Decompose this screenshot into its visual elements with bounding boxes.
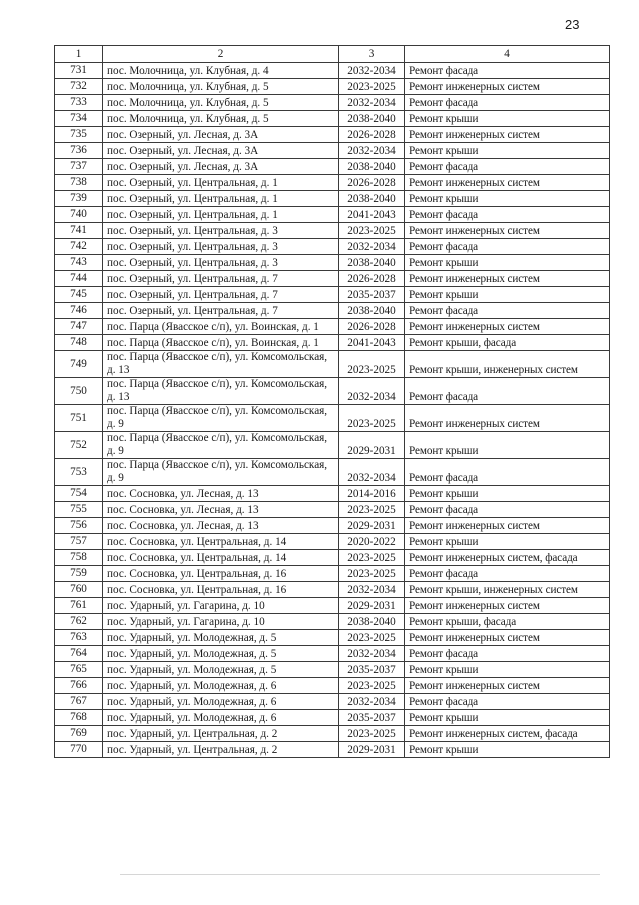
work-type-cell: Ремонт инженерных систем — [405, 271, 610, 287]
table-row — [55, 127, 610, 143]
address-cell: пос. Озерный, ул. Центральная, д. 7 — [103, 303, 339, 319]
address-cell: пос. Сосновка, ул. Лесная, д. 13 — [103, 502, 339, 518]
address-cell: пос. Озерный, ул. Центральная, д. 1 — [103, 191, 339, 207]
row-number-cell: 744 — [55, 271, 103, 287]
row-number-cell: 734 — [55, 111, 103, 127]
period-cell: 2038-2040 — [339, 614, 405, 630]
work-type-cell: Ремонт инженерных систем — [405, 319, 610, 335]
row-number-cell: 743 — [55, 255, 103, 271]
address-cell: пос. Сосновка, ул. Центральная, д. 16 — [103, 566, 339, 582]
work-type-cell: Ремонт крыши — [405, 662, 610, 678]
table-header — [55, 46, 610, 63]
table-row — [55, 582, 610, 598]
row-number-cell: 736 — [55, 143, 103, 159]
work-type-cell: Ремонт инженерных систем — [405, 678, 610, 694]
period-cell: 2032-2034 — [339, 582, 405, 598]
work-type-cell: Ремонт фасада — [405, 566, 610, 582]
table-row — [55, 694, 610, 710]
work-type-cell: Ремонт фасада — [405, 502, 610, 518]
row-number-cell: 750 — [55, 378, 103, 405]
page-number: 23 — [565, 17, 580, 32]
table-row — [55, 630, 610, 646]
work-type-cell: Ремонт инженерных систем — [405, 630, 610, 646]
table-row — [55, 678, 610, 694]
table-row — [55, 255, 610, 271]
period-cell: 2032-2034 — [339, 378, 405, 405]
period-cell: 2035-2037 — [339, 287, 405, 303]
period-cell: 2041-2043 — [339, 335, 405, 351]
address-cell: пос. Ударный, ул. Центральная, д. 2 — [103, 742, 339, 758]
row-number-cell: 733 — [55, 95, 103, 111]
row-number-cell: 760 — [55, 582, 103, 598]
period-cell: 2038-2040 — [339, 159, 405, 175]
period-cell: 2029-2031 — [339, 598, 405, 614]
table-row — [55, 111, 610, 127]
period-cell: 2023-2025 — [339, 566, 405, 582]
table-row — [55, 303, 610, 319]
period-cell: 2026-2028 — [339, 127, 405, 143]
period-cell: 2032-2034 — [339, 63, 405, 79]
row-number-cell: 762 — [55, 614, 103, 630]
period-cell: 2026-2028 — [339, 271, 405, 287]
header-col-4: 4 — [405, 46, 610, 63]
period-cell: 2032-2034 — [339, 143, 405, 159]
table-row — [55, 79, 610, 95]
work-type-cell: Ремонт инженерных систем — [405, 127, 610, 143]
work-type-cell: Ремонт крыши — [405, 287, 610, 303]
address-cell: пос. Ударный, ул. Центральная, д. 2 — [103, 726, 339, 742]
table-row — [55, 239, 610, 255]
table-row — [55, 335, 610, 351]
period-cell: 2023-2025 — [339, 726, 405, 742]
table-row — [55, 271, 610, 287]
period-cell: 2023-2025 — [339, 351, 405, 378]
table-row — [55, 550, 610, 566]
work-type-cell: Ремонт фасада — [405, 303, 610, 319]
period-cell: 2032-2034 — [339, 95, 405, 111]
address-cell: пос. Молочница, ул. Клубная, д. 4 — [103, 63, 339, 79]
row-number-cell: 732 — [55, 79, 103, 95]
table-row — [55, 287, 610, 303]
work-type-cell: Ремонт крыши — [405, 486, 610, 502]
row-number-cell: 740 — [55, 207, 103, 223]
table-row — [55, 726, 610, 742]
address-cell: пос. Парца (Явасское с/п), ул. Комсомольская, д. 9 — [103, 432, 339, 459]
row-number-cell: 755 — [55, 502, 103, 518]
work-type-cell: Ремонт инженерных систем — [405, 223, 610, 239]
work-type-cell: Ремонт фасада — [405, 207, 610, 223]
row-number-cell: 746 — [55, 303, 103, 319]
row-number-cell: 749 — [55, 351, 103, 378]
address-cell: пос. Парца (Явасское с/п), ул. Комсомольская, д. 13 — [103, 378, 339, 405]
row-number-cell: 759 — [55, 566, 103, 582]
row-number-cell: 738 — [55, 175, 103, 191]
row-number-cell: 747 — [55, 319, 103, 335]
table-row — [55, 159, 610, 175]
table-row — [55, 207, 610, 223]
table-row — [55, 432, 610, 459]
work-type-cell: Ремонт крыши — [405, 432, 610, 459]
address-cell: пос. Озерный, ул. Центральная, д. 3 — [103, 223, 339, 239]
row-number-cell: 763 — [55, 630, 103, 646]
work-type-cell: Ремонт фасада — [405, 63, 610, 79]
period-cell: 2038-2040 — [339, 255, 405, 271]
table-row — [55, 534, 610, 550]
row-number-cell: 731 — [55, 63, 103, 79]
work-type-cell: Ремонт инженерных систем — [405, 518, 610, 534]
row-number-cell: 766 — [55, 678, 103, 694]
table-row — [55, 518, 610, 534]
table-row — [55, 742, 610, 758]
row-number-cell: 752 — [55, 432, 103, 459]
table-row — [55, 459, 610, 486]
work-type-cell: Ремонт инженерных систем — [405, 79, 610, 95]
table-row — [55, 319, 610, 335]
address-cell: пос. Сосновка, ул. Центральная, д. 16 — [103, 582, 339, 598]
table-row — [55, 662, 610, 678]
address-cell: пос. Озерный, ул. Лесная, д. 3А — [103, 127, 339, 143]
address-cell: пос. Озерный, ул. Лесная, д. 3А — [103, 143, 339, 159]
row-number-cell: 757 — [55, 534, 103, 550]
table-row — [55, 191, 610, 207]
table-row — [55, 351, 610, 378]
address-cell: пос. Озерный, ул. Центральная, д. 1 — [103, 207, 339, 223]
work-type-cell: Ремонт фасада — [405, 159, 610, 175]
period-cell: 2023-2025 — [339, 630, 405, 646]
row-number-cell: 739 — [55, 191, 103, 207]
address-cell: пос. Ударный, ул. Молодежная, д. 5 — [103, 630, 339, 646]
address-cell: пос. Ударный, ул. Гагарина, д. 10 — [103, 598, 339, 614]
address-cell: пос. Озерный, ул. Центральная, д. 1 — [103, 175, 339, 191]
period-cell: 2023-2025 — [339, 678, 405, 694]
work-type-cell: Ремонт фасада — [405, 95, 610, 111]
address-cell: пос. Озерный, ул. Центральная, д. 7 — [103, 287, 339, 303]
address-cell: пос. Молочница, ул. Клубная, д. 5 — [103, 79, 339, 95]
address-cell: пос. Ударный, ул. Молодежная, д. 6 — [103, 694, 339, 710]
address-cell: пос. Парца (Явасское с/п), ул. Комсомольская, д. 9 — [103, 459, 339, 486]
period-cell: 2038-2040 — [339, 303, 405, 319]
work-type-cell: Ремонт фасада — [405, 646, 610, 662]
row-number-cell: 737 — [55, 159, 103, 175]
header-col-1: 1 — [55, 46, 103, 63]
period-cell: 2032-2034 — [339, 694, 405, 710]
period-cell: 2029-2031 — [339, 518, 405, 534]
address-cell: пос. Озерный, ул. Лесная, д. 3А — [103, 159, 339, 175]
work-type-cell: Ремонт крыши — [405, 742, 610, 758]
scan-bottom-rule — [120, 874, 600, 875]
period-cell: 2014-2016 — [339, 486, 405, 502]
address-cell: пос. Озерный, ул. Центральная, д. 7 — [103, 271, 339, 287]
table-body — [55, 63, 610, 758]
address-cell: пос. Молочница, ул. Клубная, д. 5 — [103, 95, 339, 111]
work-type-cell: Ремонт фасада — [405, 378, 610, 405]
address-cell: пос. Сосновка, ул. Лесная, д. 13 — [103, 518, 339, 534]
work-type-cell: Ремонт крыши — [405, 111, 610, 127]
row-number-cell: 742 — [55, 239, 103, 255]
work-type-cell: Ремонт инженерных систем, фасада — [405, 726, 610, 742]
work-type-cell: Ремонт инженерных систем, фасада — [405, 550, 610, 566]
period-cell: 2020-2022 — [339, 534, 405, 550]
row-number-cell: 735 — [55, 127, 103, 143]
address-cell: пос. Ударный, ул. Молодежная, д. 5 — [103, 646, 339, 662]
address-cell: пос. Ударный, ул. Молодежная, д. 5 — [103, 662, 339, 678]
address-cell: пос. Парца (Явасское с/п), ул. Комсомольская, д. 13 — [103, 351, 339, 378]
period-cell: 2032-2034 — [339, 239, 405, 255]
address-cell: пос. Озерный, ул. Центральная, д. 3 — [103, 239, 339, 255]
header-col-2: 2 — [103, 46, 339, 63]
work-type-cell: Ремонт крыши — [405, 534, 610, 550]
row-number-cell: 770 — [55, 742, 103, 758]
period-cell: 2023-2025 — [339, 502, 405, 518]
period-cell: 2038-2040 — [339, 111, 405, 127]
row-number-cell: 764 — [55, 646, 103, 662]
work-type-cell: Ремонт фасада — [405, 239, 610, 255]
row-number-cell: 768 — [55, 710, 103, 726]
table-row — [55, 378, 610, 405]
address-cell: пос. Парца (Явасское с/п), ул. Воинская, д. 1 — [103, 335, 339, 351]
row-number-cell: 767 — [55, 694, 103, 710]
period-cell: 2032-2034 — [339, 646, 405, 662]
row-number-cell: 758 — [55, 550, 103, 566]
work-type-cell: Ремонт крыши — [405, 143, 610, 159]
period-cell: 2023-2025 — [339, 550, 405, 566]
address-cell: пос. Парца (Явасское с/п), ул. Комсомольская, д. 9 — [103, 405, 339, 432]
row-number-cell: 761 — [55, 598, 103, 614]
row-number-cell: 745 — [55, 287, 103, 303]
period-cell: 2023-2025 — [339, 405, 405, 432]
table-row — [55, 566, 610, 582]
table-row — [55, 95, 610, 111]
work-type-cell: Ремонт крыши, инженерных систем — [405, 582, 610, 598]
period-cell: 2038-2040 — [339, 191, 405, 207]
table-row — [55, 175, 610, 191]
period-cell: 2023-2025 — [339, 223, 405, 239]
table-row — [55, 486, 610, 502]
work-type-cell: Ремонт крыши, инженерных систем — [405, 351, 610, 378]
table-row — [55, 710, 610, 726]
work-type-cell: Ремонт инженерных систем — [405, 175, 610, 191]
work-type-cell: Ремонт фасада — [405, 459, 610, 486]
work-type-cell: Ремонт инженерных систем — [405, 598, 610, 614]
address-cell: пос. Озерный, ул. Центральная, д. 3 — [103, 255, 339, 271]
work-type-cell: Ремонт крыши — [405, 710, 610, 726]
header-row — [55, 46, 610, 63]
period-cell: 2029-2031 — [339, 432, 405, 459]
row-number-cell: 765 — [55, 662, 103, 678]
address-cell: пос. Сосновка, ул. Центральная, д. 14 — [103, 534, 339, 550]
period-cell: 2029-2031 — [339, 742, 405, 758]
work-type-cell: Ремонт фасада — [405, 694, 610, 710]
work-type-cell: Ремонт крыши, фасада — [405, 335, 610, 351]
work-type-cell: Ремонт крыши — [405, 255, 610, 271]
repair-schedule-table — [54, 45, 610, 758]
table-row — [55, 598, 610, 614]
row-number-cell: 751 — [55, 405, 103, 432]
row-number-cell: 753 — [55, 459, 103, 486]
address-cell: пос. Сосновка, ул. Центральная, д. 14 — [103, 550, 339, 566]
period-cell: 2023-2025 — [339, 79, 405, 95]
period-cell: 2035-2037 — [339, 662, 405, 678]
address-cell: пос. Ударный, ул. Гагарина, д. 10 — [103, 614, 339, 630]
table-row — [55, 223, 610, 239]
work-type-cell: Ремонт крыши — [405, 191, 610, 207]
period-cell: 2032-2034 — [339, 459, 405, 486]
row-number-cell: 769 — [55, 726, 103, 742]
address-cell: пос. Ударный, ул. Молодежная, д. 6 — [103, 710, 339, 726]
address-cell: пос. Парца (Явасское с/п), ул. Воинская, д. 1 — [103, 319, 339, 335]
table-row — [55, 646, 610, 662]
address-cell: пос. Ударный, ул. Молодежная, д. 6 — [103, 678, 339, 694]
period-cell: 2041-2043 — [339, 207, 405, 223]
table-row — [55, 405, 610, 432]
period-cell: 2026-2028 — [339, 319, 405, 335]
period-cell: 2026-2028 — [339, 175, 405, 191]
row-number-cell: 748 — [55, 335, 103, 351]
table-row — [55, 143, 610, 159]
header-col-3: 3 — [339, 46, 405, 63]
table-row — [55, 63, 610, 79]
row-number-cell: 756 — [55, 518, 103, 534]
table-row — [55, 614, 610, 630]
row-number-cell: 741 — [55, 223, 103, 239]
work-type-cell: Ремонт инженерных систем — [405, 405, 610, 432]
address-cell: пос. Сосновка, ул. Лесная, д. 13 — [103, 486, 339, 502]
work-type-cell: Ремонт крыши, фасада — [405, 614, 610, 630]
table-row — [55, 502, 610, 518]
row-number-cell: 754 — [55, 486, 103, 502]
address-cell: пос. Молочница, ул. Клубная, д. 5 — [103, 111, 339, 127]
period-cell: 2035-2037 — [339, 710, 405, 726]
